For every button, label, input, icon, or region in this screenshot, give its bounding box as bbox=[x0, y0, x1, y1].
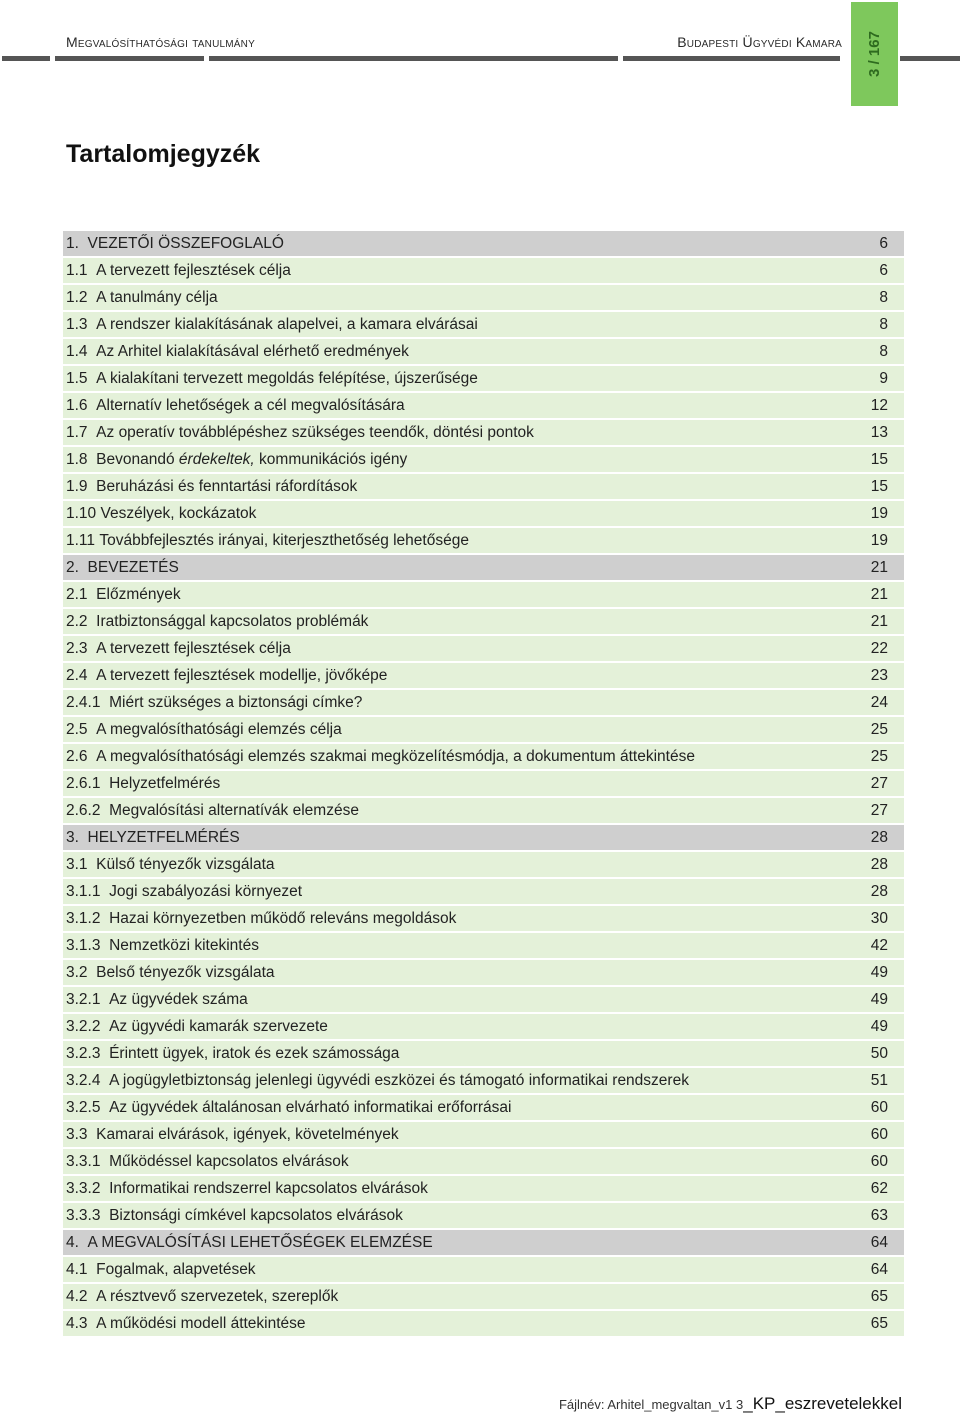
toc-entry-page: 19 bbox=[870, 532, 888, 549]
toc-entry-label: A tervezett fejlesztések célja bbox=[96, 261, 291, 279]
toc-entry-page: 21 bbox=[870, 613, 888, 630]
toc-entry-page: 50 bbox=[870, 1045, 888, 1062]
toc-entry-row[interactable] bbox=[63, 1122, 904, 1147]
toc-entry-row[interactable] bbox=[63, 1284, 904, 1309]
toc-entry-number: 1.6 bbox=[66, 396, 97, 414]
toc-entry-label: Az ügyvédek száma bbox=[109, 990, 248, 1008]
toc-entry-row[interactable] bbox=[63, 366, 904, 391]
toc-entry-label-part: Bevonandó bbox=[96, 450, 179, 468]
toc-entry-row[interactable] bbox=[63, 663, 904, 688]
toc-entry-number: 1.5 bbox=[66, 369, 97, 387]
toc-entry-number: 1.3 bbox=[66, 315, 97, 333]
toc-entry-page: 60 bbox=[870, 1126, 888, 1143]
toc-entry-number: 3.1.2 bbox=[66, 909, 110, 927]
toc-entry-label: Külső tényezők vizsgálata bbox=[96, 855, 275, 873]
toc-entry-number: 2.3 bbox=[66, 639, 97, 657]
footer-filename-suffix: _KP_eszrevetelekkel bbox=[743, 1394, 902, 1413]
toc-entry-label: A megvalósíthatósági elemzés szakmai megközelítésmódja, a dokumentum áttekintése bbox=[96, 747, 695, 765]
toc-entry-label: A tervezett fejlesztések modellje, jövőképe bbox=[96, 666, 388, 684]
toc-entry-label: A megvalósíthatósági elemzés célja bbox=[96, 720, 342, 738]
toc-chapter-row[interactable] bbox=[63, 231, 904, 256]
toc-entry-page: 49 bbox=[870, 991, 888, 1008]
toc-entry-row[interactable] bbox=[63, 420, 904, 445]
toc-entry-label: Nemzetközi kitekintés bbox=[109, 936, 259, 954]
toc-entry-label: Érintett ügyek, iratok és ezek számossága bbox=[109, 1044, 400, 1062]
toc-entry-page: 60 bbox=[870, 1099, 888, 1116]
toc-entry-page: 60 bbox=[870, 1153, 888, 1170]
toc-entry-label: Fogalmak, alapvetések bbox=[96, 1260, 256, 1278]
toc-entry-number: 3. bbox=[66, 828, 88, 846]
toc-entry-row[interactable] bbox=[63, 1311, 904, 1336]
toc-entry-number: 2.6 bbox=[66, 747, 97, 765]
toc-entry-page: 22 bbox=[870, 640, 888, 657]
toc-entry-label: Kamarai elvárások, igények, követelmények bbox=[96, 1125, 399, 1143]
toc-entry-label: HELYZETFELMÉRÉS bbox=[87, 828, 240, 846]
toc-entry-label: BEVEZETÉS bbox=[87, 558, 179, 576]
toc-entry-label: A működési modell áttekintése bbox=[96, 1314, 306, 1332]
toc-entry-label: Belső tényezők vizsgálata bbox=[96, 963, 275, 981]
toc-entry-page: 23 bbox=[870, 667, 888, 684]
toc-entry-page: 28 bbox=[870, 883, 888, 900]
toc-entry-page: 15 bbox=[870, 478, 888, 495]
toc-entry-page: 65 bbox=[870, 1315, 888, 1332]
header-rule-right bbox=[900, 56, 960, 61]
toc-entry-page: 27 bbox=[870, 802, 888, 819]
toc-entry-label: Jogi szabályozási környezet bbox=[109, 882, 303, 900]
toc-entry-row[interactable] bbox=[63, 582, 904, 607]
toc-entry-label: Továbbfejlesztés irányai, kiterjeszthetőség lehetősége bbox=[99, 531, 469, 549]
running-header-organization: Budapesti Ügyvédi Kamara bbox=[677, 34, 842, 50]
toc-entry-page: 28 bbox=[870, 856, 888, 873]
toc-entry-row[interactable] bbox=[63, 447, 904, 472]
toc-entry-number: 1.4 bbox=[66, 342, 97, 360]
toc-entry-number: 1.1 bbox=[66, 261, 97, 279]
toc-entry-row[interactable] bbox=[63, 339, 904, 364]
toc-entry-number: 3.2.4 bbox=[66, 1071, 110, 1089]
toc-entry-row[interactable] bbox=[63, 1176, 904, 1201]
toc-entry-row[interactable] bbox=[63, 852, 904, 877]
toc-entry-row[interactable] bbox=[63, 393, 904, 418]
toc-entry-label: A résztvevő szervezetek, szereplők bbox=[96, 1287, 339, 1305]
toc-entry-page: 13 bbox=[870, 424, 888, 441]
toc-entry-number: 3.3.3 bbox=[66, 1206, 110, 1224]
toc-entry-row[interactable] bbox=[63, 1068, 904, 1093]
toc-entry-page: 24 bbox=[870, 694, 888, 711]
toc-entry-label: A tanulmány célja bbox=[96, 288, 218, 306]
toc-entry-number: 1.7 bbox=[66, 423, 97, 441]
toc-entry-row[interactable] bbox=[63, 933, 904, 958]
toc-entry-page: 8 bbox=[879, 343, 888, 360]
header-rule-gap bbox=[618, 56, 623, 61]
toc-entry-row[interactable] bbox=[63, 1041, 904, 1066]
toc-chapter-row[interactable] bbox=[63, 825, 904, 850]
toc-entry-label: A jogügyletbiztonság jelenlegi ügyvédi eszközei és támogató informatikai rendszerek bbox=[109, 1071, 689, 1089]
toc-entry-label: Az operatív továbblépéshez szükséges teendők, döntési pontok bbox=[96, 423, 534, 441]
toc-entry-label-part: kommunikációs igény bbox=[254, 450, 408, 468]
header-rule-gap bbox=[204, 56, 209, 61]
toc-entry-row[interactable] bbox=[63, 1095, 904, 1120]
toc-entry-number: 2. bbox=[66, 558, 88, 576]
toc-entry-label-part: érdekeltek, bbox=[178, 450, 255, 468]
toc-entry-row[interactable] bbox=[63, 474, 904, 499]
toc-entry-label: Az Arhitel kialakításával elérhető eredmények bbox=[96, 342, 409, 360]
toc-entry-label: Az ügyvédi kamarák szervezete bbox=[109, 1017, 328, 1035]
toc-entry-label: Alternatív lehetőségek a cél megvalósítására bbox=[96, 396, 405, 414]
toc-entry-label: A MEGVALÓSÍTÁSI LEHETŐSÉGEK ELEMZÉSE bbox=[87, 1233, 433, 1251]
table-of-contents bbox=[63, 231, 904, 1338]
page-indicator: 3 / 167 bbox=[866, 31, 883, 77]
toc-entry-page: 42 bbox=[870, 937, 888, 954]
toc-entry-number: 4.2 bbox=[66, 1287, 97, 1305]
header-rule bbox=[2, 56, 840, 61]
toc-entry-page: 25 bbox=[870, 748, 888, 765]
toc-entry-number: 2.4 bbox=[66, 666, 97, 684]
toc-entry-number: 4. bbox=[66, 1233, 88, 1251]
toc-entry-page: 51 bbox=[870, 1072, 888, 1089]
toc-entry-number: 3.1.1 bbox=[66, 882, 110, 900]
toc-entry-number: 4.1 bbox=[66, 1260, 97, 1278]
toc-entry-row[interactable] bbox=[63, 285, 904, 310]
toc-entry-number: 1.11 bbox=[66, 531, 100, 549]
toc-entry-number: 3.2.1 bbox=[66, 990, 110, 1008]
toc-entry-number: 3.2.5 bbox=[66, 1098, 110, 1116]
toc-entry-page: 21 bbox=[870, 586, 888, 603]
toc-entry-row[interactable] bbox=[63, 258, 904, 283]
toc-chapter-row[interactable] bbox=[63, 1230, 904, 1255]
toc-entry-page: 64 bbox=[870, 1234, 888, 1251]
toc-entry-number: 2.6.2 bbox=[66, 801, 110, 819]
toc-entry-label: Megvalósítási alternatívák elemzése bbox=[109, 801, 359, 819]
running-header-title: Megvalósíthatósági tanulmány bbox=[66, 34, 255, 50]
toc-entry-number: 3.2.2 bbox=[66, 1017, 110, 1035]
toc-entry-number: 4.3 bbox=[66, 1314, 97, 1332]
toc-entry-row[interactable] bbox=[63, 906, 904, 931]
toc-entry-label: Miért szükséges a biztonsági címke? bbox=[109, 693, 363, 711]
toc-entry-label: Az ügyvédek általánosan elvárható informatikai erőforrásai bbox=[109, 1098, 512, 1116]
toc-entry-number: 1. bbox=[66, 234, 88, 252]
toc-entry-number: 1.10 bbox=[66, 504, 101, 522]
toc-entry-page: 19 bbox=[870, 505, 888, 522]
toc-entry-row[interactable] bbox=[63, 879, 904, 904]
toc-entry-row[interactable] bbox=[63, 717, 904, 742]
toc-entry-row[interactable] bbox=[63, 312, 904, 337]
toc-entry-label: Informatikai rendszerrel kapcsolatos elvárások bbox=[109, 1179, 428, 1197]
toc-entry-number: 3.2.3 bbox=[66, 1044, 110, 1062]
toc-title: Tartalomjegyzék bbox=[66, 140, 261, 168]
toc-entry-row[interactable] bbox=[63, 636, 904, 661]
toc-entry-page: 6 bbox=[879, 235, 888, 252]
toc-entry-row[interactable] bbox=[63, 771, 904, 796]
toc-entry-page: 25 bbox=[870, 721, 888, 738]
toc-entry-number: 3.3.2 bbox=[66, 1179, 110, 1197]
toc-entry-page: 63 bbox=[870, 1207, 888, 1224]
toc-entry-row[interactable] bbox=[63, 1257, 904, 1282]
footer-filename bbox=[559, 1394, 902, 1414]
toc-entry-label bbox=[96, 451, 407, 469]
toc-entry-label: VEZETŐI ÖSSZEFOGLALÓ bbox=[87, 234, 284, 252]
toc-entry-label: Hazai környezetben működő releváns megoldások bbox=[109, 909, 457, 927]
toc-entry-label: Biztonsági címkével kapcsolatos elvárások bbox=[109, 1206, 403, 1224]
toc-entry-number: 1.8 bbox=[66, 450, 97, 468]
toc-entry-label: Beruházási és fenntartási ráfordítások bbox=[96, 477, 358, 495]
toc-entry-row[interactable] bbox=[63, 501, 904, 526]
toc-entry-page: 62 bbox=[870, 1180, 888, 1197]
toc-entry-number: 3.3.1 bbox=[66, 1152, 110, 1170]
toc-entry-page: 49 bbox=[870, 964, 888, 981]
toc-entry-row[interactable] bbox=[63, 960, 904, 985]
toc-entry-page: 8 bbox=[879, 289, 888, 306]
toc-entry-row[interactable] bbox=[63, 1014, 904, 1039]
toc-entry-page: 6 bbox=[879, 262, 888, 279]
toc-entry-page: 30 bbox=[870, 910, 888, 927]
toc-entry-number: 3.1.3 bbox=[66, 936, 110, 954]
toc-entry-row[interactable] bbox=[63, 1203, 904, 1228]
toc-entry-row[interactable] bbox=[63, 987, 904, 1012]
toc-entry-number: 2.4.1 bbox=[66, 693, 110, 711]
toc-entry-number: 2.1 bbox=[66, 585, 97, 603]
toc-entry-number: 3.3 bbox=[66, 1125, 97, 1143]
toc-entry-number: 1.2 bbox=[66, 288, 97, 306]
toc-entry-page: 9 bbox=[879, 370, 888, 387]
toc-chapter-row[interactable] bbox=[63, 555, 904, 580]
toc-entry-row[interactable] bbox=[63, 528, 904, 553]
toc-entry-page: 15 bbox=[870, 451, 888, 468]
toc-entry-page: 65 bbox=[870, 1288, 888, 1305]
toc-entry-label: Működéssel kapcsolatos elvárások bbox=[109, 1152, 349, 1170]
toc-entry-page: 21 bbox=[870, 559, 888, 576]
toc-entry-page: 49 bbox=[870, 1018, 888, 1035]
toc-entry-label: A rendszer kialakításának alapelvei, a kamara elvárásai bbox=[96, 315, 478, 333]
toc-entry-number: 1.9 bbox=[66, 477, 97, 495]
footer-filename-prefix: Fájlnév: Arhitel_megvaltan_v1 3 bbox=[558, 1397, 744, 1412]
toc-entry-label: Iratbiztonsággal kapcsolatos problémák bbox=[96, 612, 369, 630]
toc-entry-number: 2.2 bbox=[66, 612, 97, 630]
toc-entry-number: 2.5 bbox=[66, 720, 97, 738]
toc-entry-label: Veszélyek, kockázatok bbox=[100, 504, 257, 522]
page-indicator-tab bbox=[851, 2, 898, 106]
header-rule-gap bbox=[50, 56, 55, 61]
toc-entry-page: 64 bbox=[870, 1261, 888, 1278]
toc-entry-label: Helyzetfelmérés bbox=[109, 774, 221, 792]
toc-entry-page: 12 bbox=[870, 397, 888, 414]
toc-entry-number: 3.1 bbox=[66, 855, 97, 873]
toc-entry-row[interactable] bbox=[63, 609, 904, 634]
toc-entry-page: 28 bbox=[870, 829, 888, 846]
toc-entry-number: 3.2 bbox=[66, 963, 97, 981]
toc-entry-page: 8 bbox=[879, 316, 888, 333]
toc-entry-row[interactable] bbox=[63, 1149, 904, 1174]
toc-entry-label: Előzmények bbox=[96, 585, 181, 603]
toc-entry-page: 27 bbox=[870, 775, 888, 792]
toc-entry-label: A kialakítani tervezett megoldás felépítése, újszerűsége bbox=[96, 369, 478, 387]
toc-entry-label: A tervezett fejlesztések célja bbox=[96, 639, 291, 657]
toc-entry-row[interactable] bbox=[63, 744, 904, 769]
toc-entry-number: 2.6.1 bbox=[66, 774, 110, 792]
toc-entry-row[interactable] bbox=[63, 690, 904, 715]
toc-entry-row[interactable] bbox=[63, 798, 904, 823]
